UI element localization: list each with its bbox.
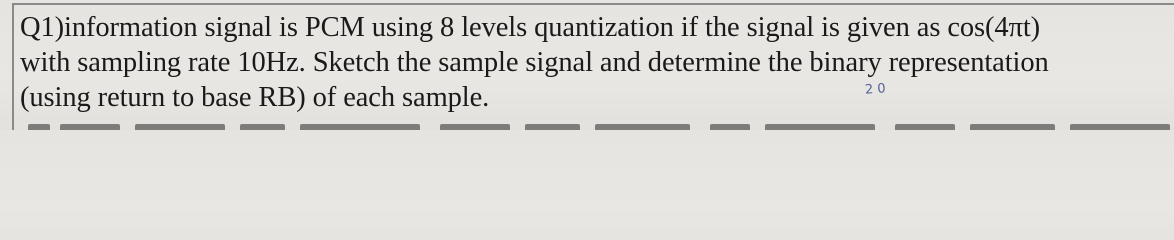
question-line-2: with sampling rate 10Hz. Sketch the sample signal and determine the binary representation xyxy=(20,47,1049,78)
next-line-cutoff xyxy=(20,118,1174,130)
handwritten-note: 2 0 xyxy=(864,81,887,98)
question-line-1: Q1)information signal is PCM using 8 levels quantization if the signal is given as cos(4πt) xyxy=(20,12,1041,43)
box-border-top xyxy=(12,3,1174,5)
box-border-left xyxy=(12,3,14,130)
question-line-3: (using return to base RB) of each sample. xyxy=(20,82,490,113)
question-text xyxy=(20,10,1174,115)
